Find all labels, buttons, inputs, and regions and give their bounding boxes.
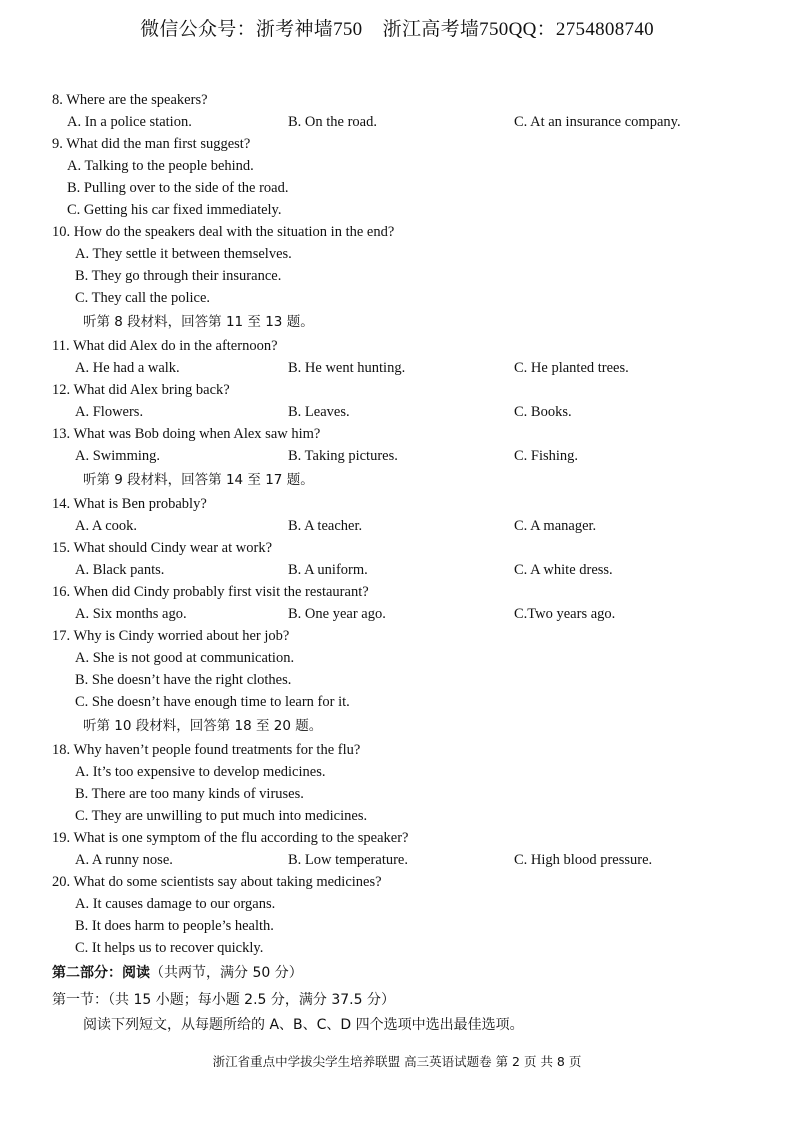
question-13-options — [52, 445, 752, 467]
option-c: C. Fishing. — [514, 448, 579, 464]
option-b: B. They go through their insurance. — [75, 268, 282, 284]
listening-instruction-10: 听第 10 段材料，回答第 18 至 20 题。 — [83, 718, 323, 734]
option-a: A. Swimming. — [75, 448, 160, 464]
question-8: 8. Where are the speakers? — [52, 92, 208, 108]
part-2-title-rest: （共两节，满分 50 分） — [150, 965, 303, 981]
question-20: 20. What do some scientists say about taking medicines? — [52, 874, 382, 890]
option-b: B. A teacher. — [288, 518, 363, 534]
page-header: 微信公众号：浙考神墙750 浙江高考墙750QQ：2754808740 — [140, 19, 654, 40]
part-2-title-bold: 第二部分：阅读 — [52, 965, 150, 981]
question-11: 11. What did Alex do in the afternoon? — [52, 338, 278, 354]
question-17: 17. Why is Cindy worried about her job? — [52, 628, 290, 644]
option-c: C. She doesn’t have enough time to learn for it. — [75, 694, 350, 710]
option-c: C.Two years ago. — [514, 606, 616, 622]
question-12-options — [52, 401, 752, 423]
question-9: 9. What did the man first suggest? — [52, 136, 251, 152]
option-b: B. One year ago. — [288, 606, 386, 622]
option-a: A. She is not good at communication. — [75, 650, 295, 666]
option-c: C. A white dress. — [514, 562, 613, 578]
option-b: B. It does harm to people’s health. — [75, 918, 274, 934]
option-b: B. On the road. — [288, 114, 377, 130]
option-b: B. Pulling over to the side of the road. — [67, 180, 289, 196]
option-a: A. Flowers. — [75, 404, 144, 420]
question-14: 14. What is Ben probably? — [52, 496, 207, 512]
page-footer: 浙江省重点中学拔尖学生培养联盟 高三英语试题卷 第 2 页 共 8 页 — [212, 1054, 582, 1069]
option-c: C. It helps us to recover quickly. — [75, 940, 264, 956]
option-a: A. It causes damage to our organs. — [75, 896, 276, 912]
section-1-title: 第一节：（共 15 小题；每小题 2.5 分，满分 37.5 分） — [52, 992, 395, 1008]
reading-instruction: 阅读下列短文，从每题所给的 A、B、C、D 四个选项中选出最佳选项。 — [83, 1017, 524, 1033]
option-a: A. They settle it between themselves. — [75, 246, 292, 262]
question-16-options — [52, 603, 752, 625]
question-11-options — [52, 357, 752, 379]
option-c: C. He planted trees. — [514, 360, 629, 376]
option-c: C. They call the police. — [75, 290, 211, 306]
option-a: A. A runny nose. — [75, 852, 173, 868]
option-a: A. It’s too expensive to develop medicines. — [75, 764, 326, 780]
option-a: A. Talking to the people behind. — [67, 158, 254, 174]
question-13: 13. What was Bob doing when Alex saw him? — [52, 426, 321, 442]
question-15: 15. What should Cindy wear at work? — [52, 540, 273, 556]
question-19-options — [52, 849, 752, 871]
question-list — [52, 89, 752, 1037]
option-c: C. Books. — [514, 404, 572, 420]
listening-instruction-8: 听第 8 段材料，回答第 11 至 13 题。 — [83, 314, 314, 330]
question-15-options — [52, 559, 752, 581]
option-a: A. Six months ago. — [75, 606, 187, 622]
option-c: C. At an insurance company. — [514, 114, 681, 130]
option-c: C. They are unwilling to put much into medicines. — [75, 808, 368, 824]
option-a: A. He had a walk. — [75, 360, 180, 376]
option-b: B. A uniform. — [288, 562, 368, 578]
option-a: A. In a police station. — [67, 114, 192, 130]
option-b: B. She doesn’t have the right clothes. — [75, 672, 292, 688]
option-b: B. Low temperature. — [288, 852, 408, 868]
question-14-options — [52, 515, 752, 537]
question-12: 12. What did Alex bring back? — [52, 382, 230, 398]
option-b: B. Taking pictures. — [288, 448, 398, 464]
part-2-title — [52, 959, 752, 987]
question-10: 10. How do the speakers deal with the situation in the end? — [52, 224, 395, 240]
question-8-options — [52, 111, 752, 133]
option-a: A. A cook. — [75, 518, 138, 534]
listening-instruction-9: 听第 9 段材料，回答第 14 至 17 题。 — [83, 472, 314, 488]
option-c: C. Getting his car fixed immediately. — [67, 202, 282, 218]
question-16: 16. When did Cindy probably first visit the restaurant? — [52, 584, 369, 600]
option-c: C. A manager. — [514, 518, 597, 534]
option-b: B. There are too many kinds of viruses. — [75, 786, 304, 802]
option-b: B. He went hunting. — [288, 360, 406, 376]
question-18: 18. Why haven’t people found treatments for the flu? — [52, 742, 361, 758]
option-a: A. Black pants. — [75, 562, 165, 578]
option-c: C. High blood pressure. — [514, 852, 653, 868]
question-19: 19. What is one symptom of the flu according to the speaker? — [52, 830, 409, 846]
option-b: B. Leaves. — [288, 404, 350, 420]
